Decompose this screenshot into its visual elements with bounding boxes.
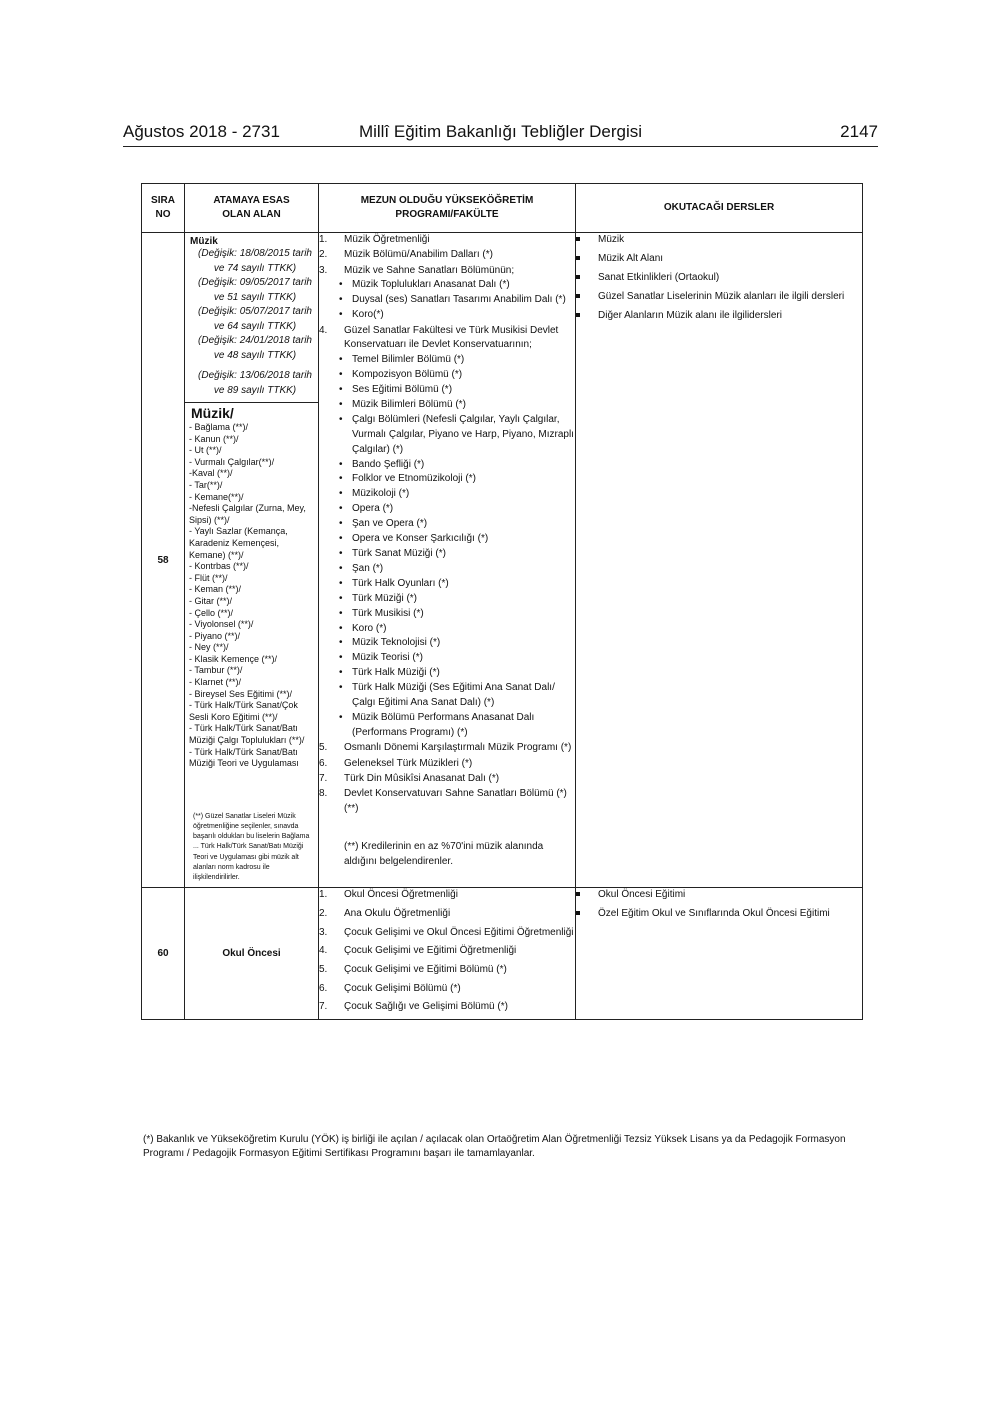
ders-item: Okul Öncesi Eğitimi	[576, 888, 862, 903]
program-item	[319, 264, 575, 324]
instrument-item: - Kemane(**)/	[189, 491, 244, 502]
instrument-item: - Bağlama (**)/	[189, 422, 249, 432]
instrument-item: - Klarnet (**)/	[189, 677, 242, 688]
program-note: (**) Kredilerinin en az %70'ini müzik alanında aldığını belgelendirenler.	[344, 840, 544, 867]
program-text: Okul Öncesi Öğretmenliği	[344, 889, 458, 901]
instrument-item: - Piyano (**)/	[189, 630, 241, 641]
instrument-item: - Tambur (**)/	[189, 665, 243, 676]
amendment-note: (Değişik: 05/07/2017 tarih ve 64 sayılı TTKK)	[198, 306, 312, 332]
program-subitem: • Müzik Teknolojisi (*)	[339, 636, 575, 651]
program-item	[319, 741, 575, 756]
program-number: 3.	[319, 926, 328, 938]
program-text: Geleneksel Türk Müzikleri (*)	[344, 757, 473, 769]
program-item	[319, 1000, 575, 1015]
program-subitem: • Ses Eğitimi Bölümü (*)	[339, 383, 575, 398]
program-subitem: • Müzik Bilimleri Bölümü (*)	[339, 398, 575, 413]
program-subitem: • Türk Halk Müziği (Ses Eğitimi Ana Sanat Dalı/ Çalgı Eğitimi Ana Sanat Dalı) (*)	[339, 681, 575, 711]
program-item	[319, 982, 575, 997]
program-text: Müzik Bölümü/Anabilim Dalları (*)	[344, 249, 493, 261]
instrument-item: - Türk Halk/Türk Sanat/Batı Müziği Teori ve Uygulaması	[189, 746, 299, 769]
alan-footnote: (**) Güzel Sanatlar Liseleri Müzik öğretmenliğine seçilenler, sınavda başarılı oldukları bu liselerin Bağlama ... Türk Halk/Türk Sanat/Batı Müziği Teori ve Uygulaması gibi müzik alt alanları norm kadrosu ile ilişkilendirilirler.	[193, 812, 310, 882]
instrument-item: - Vurmalı Çalgılar(**)/	[189, 456, 275, 467]
program-subitem: • Türk Musikisi (*)	[339, 607, 575, 622]
alan-cell-60: Okul Öncesi	[185, 888, 319, 1020]
amendment-note: (Değişik: 09/05/2017 tarih ve 51 sayılı TTKK)	[198, 277, 312, 303]
program-text: Ana Okulu Öğretmenliği	[344, 907, 451, 919]
instrument-item: - Gitar (**)/	[189, 595, 233, 606]
header-sira: SIRA NO	[142, 184, 185, 233]
sira-no-60: 60	[142, 888, 185, 1020]
program-subitem: • Koro(*)	[339, 308, 575, 323]
program-subitem: • Türk Sanat Müziği (*)	[339, 547, 575, 562]
program-item	[319, 888, 575, 903]
instrument-item: - Çello (**)/	[189, 607, 234, 618]
program-item	[319, 772, 575, 787]
program-item	[319, 787, 575, 817]
instrument-item: - Türk Halk/Türk Sanat/Batı Müziği Çalgı Toplulukları (**)/	[189, 723, 305, 746]
program-number: 2.	[319, 907, 328, 919]
instrument-item: - Kontrbas (**)/	[189, 561, 249, 572]
program-text: Osmanlı Dönemi Karşılaştırmalı Müzik Programı (*)	[344, 742, 572, 754]
program-number: 1.	[319, 889, 328, 901]
muzik-subtitle: Müzik/	[191, 405, 234, 421]
amendment-note: (Değişik: 18/08/2015 tarih ve 74 sayılı TTKK)	[198, 248, 312, 274]
instrument-item: -Nefesli Çalgılar (Zurna, Mey, Sipsi) (**)/	[189, 503, 306, 525]
program-text: Çocuk Gelişimi ve Eğitimi Öğretmenliği	[344, 945, 517, 957]
program-number: 2.	[319, 249, 328, 261]
alan-cell-58	[185, 233, 319, 888]
instrument-item: - Yaylı Sazlar (Kemança, Karadeniz Kemençesi, Kemane) (**)/	[189, 526, 288, 560]
program-text: Türk Din Mûsikîsi Anasanat Dalı (*)	[344, 772, 500, 784]
instrument-item: -Kaval (**)/	[189, 468, 233, 479]
program-text: Çocuk Gelişimi Bölümü (*)	[344, 982, 461, 994]
sira-no-58: 58	[142, 233, 185, 888]
program-number: 8.	[319, 788, 328, 800]
program-item	[319, 324, 575, 741]
instrument-item: - Bireysel Ses Eğitimi (**)/	[189, 688, 293, 699]
amendment-note: (Değişik: 13/06/2018 tarih ve 89 sayılı TTKK)	[198, 370, 312, 396]
program-cell-60	[319, 888, 576, 1020]
program-text: Müzik Öğretmenliği	[344, 234, 430, 245]
program-number: 1.	[319, 234, 328, 245]
program-text: Çocuk Sağlığı ve Gelişimi Bölümü (*)	[344, 1001, 508, 1013]
ders-item: Sanat Etkinlikleri (Ortaokul)	[576, 271, 862, 286]
program-subitem: • Şan ve Opera (*)	[339, 517, 575, 532]
table-row-58	[142, 233, 863, 888]
header-program: MEZUN OLDUĞU YÜKSEKÖĞRETİM PROGRAMI/FAKÜLTE	[319, 184, 576, 233]
page-header	[123, 118, 878, 147]
instrument-item: - Flüt (**)/	[189, 572, 228, 583]
program-number: 4.	[319, 945, 328, 957]
program-subitem: • Müzik Bölümü Performans Anasanat Dalı (Performans Programı) (*)	[339, 711, 575, 741]
table-row-60	[142, 888, 863, 1020]
program-subitem: • Şan (*)	[339, 562, 575, 577]
dersler-cell-60	[576, 888, 863, 1020]
program-subitem: • Duysal (ses) Sanatları Tasarımı Anabilim Dalı (*)	[339, 293, 575, 308]
instrument-item: - Keman (**)/	[189, 584, 242, 595]
program-text: Çocuk Gelişimi ve Eğitimi Bölümü (*)	[344, 963, 507, 975]
instrument-item: - Ut (**)/	[189, 445, 222, 456]
program-number: 6.	[319, 757, 328, 769]
instrument-item: - Klasik Kemençe (**)/	[189, 653, 278, 664]
assignment-table	[141, 183, 863, 1020]
program-subitem: • Temel Bilimler Bölümü (*)	[339, 353, 575, 368]
program-text: Çocuk Gelişimi ve Okul Öncesi Eğitimi Öğretmenliği	[344, 926, 574, 938]
program-subitem: • Müzik Toplulukları Anasanat Dalı (*)	[339, 278, 575, 293]
page-number: 2147	[840, 122, 878, 141]
program-subitem: • Müzik Teorisi (*)	[339, 651, 575, 666]
program-item	[319, 963, 575, 978]
program-item	[319, 757, 575, 772]
amendment-note: (Değişik: 24/01/2018 tarih ve 48 sayılı TTKK)	[198, 335, 312, 361]
ders-item: Diğer Alanların Müzik alanı ile ilgilidersleri	[576, 309, 862, 324]
dersler-cell-58	[576, 233, 863, 888]
program-cell-58	[319, 233, 576, 888]
program-number: 5.	[319, 742, 328, 754]
program-subitem: • Koro (*)	[339, 622, 575, 637]
program-item	[319, 926, 575, 941]
program-subitem: • Opera ve Konser Şarkıcılığı (*)	[339, 532, 575, 547]
program-number: 4.	[319, 324, 328, 336]
instrument-item: - Viyolonsel (**)/	[189, 619, 254, 630]
program-number: 3.	[319, 264, 328, 276]
instrument-block	[185, 403, 318, 887]
program-text: Devlet Konservatuvarı Sahne Sanatları Bölümü (*) (**)	[344, 788, 567, 814]
program-subitem: • Bando Şefliği (*)	[339, 458, 575, 473]
program-subitem: • Opera (*)	[339, 502, 575, 517]
program-subitem: • Türk Halk Oyunları (*)	[339, 577, 575, 592]
instrument-item: - Tar(**)/	[189, 479, 223, 490]
instrument-item: - Ney (**)/	[189, 642, 229, 653]
alan-title: Müzik	[190, 236, 218, 247]
program-text: Müzik ve Sahne Sanatları Bölümünün;	[344, 264, 515, 276]
ders-item: Özel Eğitim Okul ve Sınıflarında Okul Öncesi Eğitimi	[576, 907, 862, 922]
program-number: 7.	[319, 1001, 328, 1013]
program-item	[319, 233, 575, 248]
program-text: Güzel Sanatlar Fakültesi ve Türk Musikisi Devlet Konservatuarı ile Devlet Konservatuarının;	[344, 324, 559, 351]
bottom-footnote: (*) Bakanlık ve Yükseköğretim Kurulu (YÖK) iş birliği ile açılan / açılacak olan Ortaöğretim Alan Öğretmenliği Tezsiz Yüksek Lisans ya da Pedagojik Formasyon Programı / Pedagojik Formasyon Eğitimi Sertifikası Programını başarı ile tamamlayanlar.	[143, 1134, 846, 1159]
program-subitem: • Müzikoloji (*)	[339, 487, 575, 502]
program-list-58	[319, 233, 575, 817]
program-number: 5.	[319, 963, 328, 975]
issue-date: Ağustos 2018 - 2731	[123, 122, 280, 141]
alan-title-block	[185, 233, 318, 403]
dersler-list-60	[576, 888, 862, 922]
table-header-row	[142, 184, 863, 233]
program-list-60	[319, 888, 575, 1015]
program-number: 6.	[319, 982, 328, 994]
ders-item: Müzik	[576, 233, 862, 248]
header-dersler: OKUTACAĞI DERSLER	[576, 184, 863, 233]
program-subitem: • Türk Müziği (*)	[339, 592, 575, 607]
journal-title: Millî Eğitim Bakanlığı Tebliğler Dergisi	[358, 122, 643, 141]
program-subitem: • Kompozisyon Bölümü (*)	[339, 368, 575, 383]
ders-item: Güzel Sanatlar Liselerinin Müzik alanları ile ilgili dersleri	[576, 290, 862, 305]
dersler-list-58	[576, 233, 862, 324]
program-number: 7.	[319, 772, 328, 784]
instrument-item: - Türk Halk/Türk Sanat/Çok Sesli Koro Eğitimi (**)/	[189, 700, 298, 722]
program-subitem: • Türk Halk Müziği (*)	[339, 666, 575, 681]
program-subitem: • Çalgı Bölümleri (Nefesli Çalgılar, Yaylı Çalgılar, Vurmalı Çalgılar, Piyano ve Harp, Piyano, Mızraplı Çalgılar) (*)	[339, 413, 575, 458]
instrument-list	[189, 422, 314, 770]
ders-item: Müzik Alt Alanı	[576, 252, 862, 267]
program-subitem: • Folklor ve Etnomüzikoloji (*)	[339, 472, 575, 487]
program-sublist	[319, 278, 575, 323]
program-item	[319, 907, 575, 922]
instrument-item: - Kanun (**)/	[189, 433, 239, 444]
header-alan: ATAMAYA ESAS OLAN ALAN	[185, 184, 319, 233]
program-item	[319, 944, 575, 959]
program-sublist	[319, 353, 575, 741]
program-item	[319, 248, 575, 263]
